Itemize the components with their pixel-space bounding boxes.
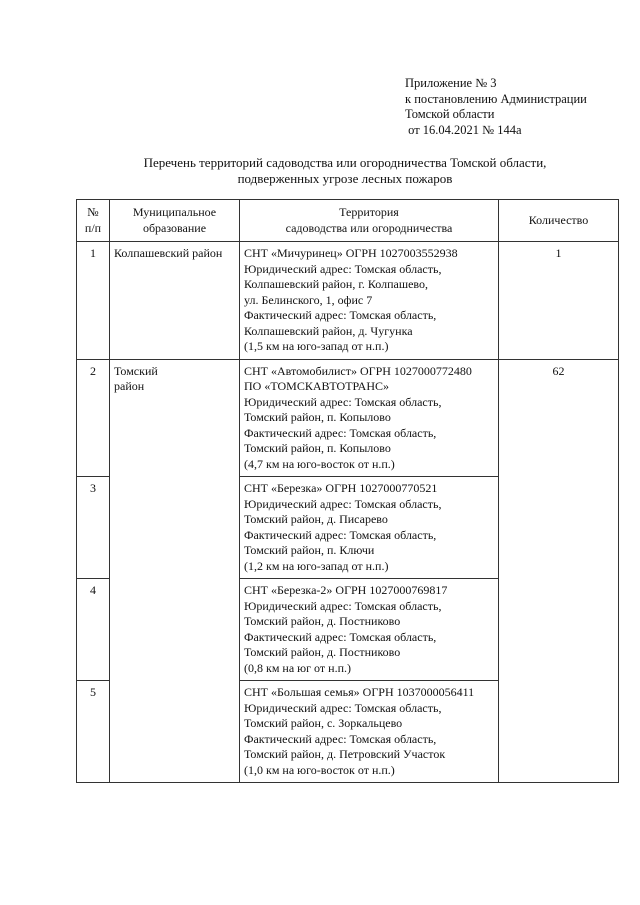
territory-line: Томский район, д. Петровский Участок xyxy=(244,747,446,761)
table-header-row xyxy=(77,200,619,242)
row-municipality xyxy=(110,242,240,360)
territory-line: Колпашевский район, г. Колпашево, xyxy=(244,277,429,291)
row-number: 3 xyxy=(77,477,110,579)
appendix-line: Томской области xyxy=(405,107,495,121)
row-territory xyxy=(240,579,499,681)
row-territory xyxy=(240,477,499,579)
territory-line: Юридический адрес: Томская область, xyxy=(244,261,442,276)
territory-line: Фактический адрес: Томская область, xyxy=(244,425,437,440)
row-territory xyxy=(240,359,499,477)
territory-line: Томский район, с. Зоркальцево xyxy=(244,716,403,730)
territory-line: Томский район, п. Копылово xyxy=(244,441,391,455)
territory-line: (1,5 км на юго-запад от н.п.) xyxy=(244,339,389,353)
row-quantity: 1 xyxy=(499,242,619,360)
row-territory xyxy=(240,681,499,783)
territory-line: Томский район, п. Ключи xyxy=(244,543,375,557)
territory-line: Фактический адрес: Томская область, xyxy=(244,308,437,322)
territories-table xyxy=(76,199,619,783)
territory-line: (1,2 км на юго-запад от н.п.) xyxy=(244,558,389,573)
title-line: Перечень территорий садоводства или огородничества Томской области, xyxy=(143,155,547,170)
municipality-text: Колпашевский район xyxy=(114,246,223,260)
territory-line: СНТ «Березка-2» ОГРН 1027000769817 xyxy=(244,583,448,597)
municipality-text: район xyxy=(114,379,145,393)
municipality-text: Томский xyxy=(114,363,158,378)
territory-line: (4,7 км на юго-восток от н.п.) xyxy=(244,456,395,471)
header-text: Муниципальное xyxy=(132,205,217,219)
table-row xyxy=(77,359,619,477)
territory-line: Томский район, п. Копылово xyxy=(244,410,391,424)
territory-line: СНТ «Мичуринец» ОГРН 1027003552938 xyxy=(244,246,458,260)
territory-line: Юридический адрес: Томская область, xyxy=(244,394,442,409)
header-quantity xyxy=(499,200,619,242)
title-line: подверженных угрозе лесных пожаров xyxy=(237,171,453,186)
header-municipality xyxy=(110,200,240,242)
document-title xyxy=(76,155,614,187)
header-number xyxy=(77,200,110,242)
appendix-header xyxy=(405,76,587,138)
territory-line: СНТ «Автомобилист» ОГРН 1027000772480 xyxy=(244,363,472,378)
territory-line: Томский район, д. Писарево xyxy=(244,512,388,526)
territory-line: Юридический адрес: Томская область, xyxy=(244,700,442,715)
header-text: садоводства или огородничества xyxy=(285,220,453,235)
territory-line: Фактический адрес: Томская область, xyxy=(244,629,437,644)
header-text: Территория xyxy=(339,205,399,219)
row-quantity: 62 xyxy=(499,359,619,783)
table-row xyxy=(77,242,619,360)
territory-line: Юридический адрес: Томская область, xyxy=(244,598,442,613)
territory-line: Юридический адрес: Томская область, xyxy=(244,496,442,511)
territory-line: Фактический адрес: Томская область, xyxy=(244,731,437,746)
header-territory xyxy=(240,200,499,242)
territory-line: Фактический адрес: Томская область, xyxy=(244,527,437,542)
header-text: образование xyxy=(142,220,207,235)
appendix-line: Приложение № 3 xyxy=(405,76,497,90)
appendix-line: к постановлению Администрации xyxy=(405,91,587,106)
row-territory xyxy=(240,242,499,360)
territory-line: СНТ «Большая семья» ОГРН 1037000056411 xyxy=(244,685,475,699)
territory-line: (1,0 км на юго-восток от н.п.) xyxy=(244,762,395,777)
territory-line: Томский район, д. Постниково xyxy=(244,614,401,628)
territory-line: СНТ «Березка» ОГРН 1027000770521 xyxy=(244,481,438,495)
appendix-line: от 16.04.2021 № 144а xyxy=(405,122,522,137)
territory-line: ПО «ТОМСКАВТОТРАНС» xyxy=(244,379,390,393)
row-number: 5 xyxy=(77,681,110,783)
header-text: п/п xyxy=(84,220,102,235)
row-number: 1 xyxy=(77,242,110,360)
row-number: 2 xyxy=(77,359,110,477)
header-text: Количество xyxy=(528,212,589,227)
row-municipality xyxy=(110,359,240,783)
header-text: № xyxy=(87,205,99,219)
territory-line: ул. Белинского, 1, офис 7 xyxy=(244,292,373,307)
territory-line: Колпашевский район, д. Чугунка xyxy=(244,323,413,338)
territory-line: (0,8 км на юг от н.п.) xyxy=(244,660,351,675)
row-number: 4 xyxy=(77,579,110,681)
territory-line: Томский район, д. Постниково xyxy=(244,645,401,659)
